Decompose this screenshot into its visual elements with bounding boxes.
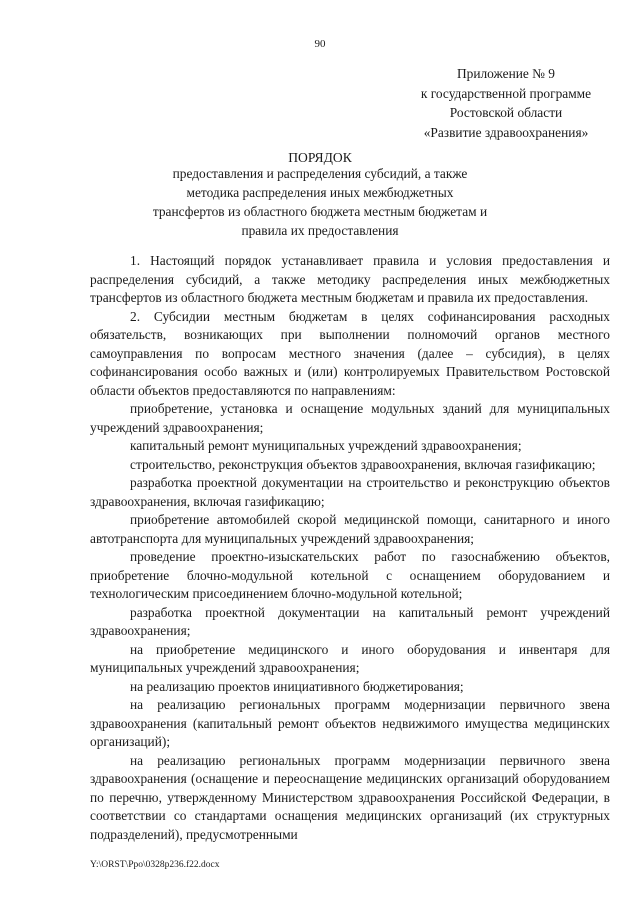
paragraph: разработка проектной документации на капитальный ремонт учреждений здравоохранения; bbox=[90, 604, 610, 638]
paragraph: на реализацию проектов инициативного бюджетирования; bbox=[130, 678, 464, 694]
paragraph: на реализацию региональных программ модернизации первичного звена здравоохранения (оснащение и переоснащение медицинских организаций оборудованием по перечню, утвержденному Министерством здравоохранения Российской Федерации, в соответствии со стандартами оснащения медицинских организаций (их структурных подразделений), предусмотренными bbox=[90, 752, 610, 842]
appendix-header bbox=[396, 64, 616, 142]
appendix-line: «Развитие здравоохранения» bbox=[423, 124, 589, 140]
page-number: 90 bbox=[314, 38, 326, 50]
paragraph: 2. Субсидии местным бюджетам в целях софинансирования расходных обязательств, возникающих при выполнении полномочий органов местного самоуправления по вопросам местного значения (далее – субсидия), в целях софинансирования особо важных и (или) контролируемых Правительством Ростовской области объектов предоставляются по направлениям: bbox=[90, 308, 610, 398]
paragraph: разработка проектной документации на строительство и реконструкцию объектов здравоохранения, включая газификацию; bbox=[90, 475, 610, 509]
paragraph: приобретение автомобилей скорой медицинской помощи, санитарного и иного автотранспорта для муниципальных учреждений здравоохранения; bbox=[90, 512, 610, 546]
paragraph: капитальный ремонт муниципальных учреждений здравоохранения; bbox=[130, 438, 522, 453]
document-body bbox=[90, 252, 610, 844]
paragraph: на приобретение медицинского и иного оборудования и инвентаря для муниципальных учреждений здравоохранения; bbox=[90, 641, 610, 675]
paragraph: строительство, реконструкция объектов здравоохранения, включая газификацию; bbox=[130, 456, 596, 472]
document-title: ПОРЯДОК bbox=[288, 150, 352, 165]
file-path-footer: Y:\ORST\Ppo\0328p236.f22.docx bbox=[90, 860, 220, 870]
appendix-line: к государственной программе bbox=[420, 85, 592, 101]
paragraph: проведение проектно-изыскательских работ по газоснабжению объектов, приобретение блочно-модульной котельной с оснащением оборудованием и технологическим присоединением блочно-модульной котельной; bbox=[90, 549, 610, 601]
document-subtitle: предоставления и распределения субсидий, а также методика распределения иных межбюджетных трансфертов из областного бюджета местным бюджетам и правила их предоставления bbox=[152, 166, 488, 238]
paragraph: приобретение, установка и оснащение модульных зданий для муниципальных учреждений здравоохранения; bbox=[90, 401, 610, 435]
appendix-line: Ростовской области bbox=[449, 105, 563, 120]
appendix-line: Приложение № 9 bbox=[456, 66, 556, 81]
paragraph: 1. Настоящий порядок устанавливает правила и условия предоставления и распределения субсидий, а также методику распределения иных межбюджетных трансфертов из областного бюджета местным бюджетам и правила их предоставления. bbox=[90, 253, 610, 305]
paragraph: на реализацию региональных программ модернизации первичного звена здравоохранения (капитальный ремонт объектов недвижимого имущества медицинских организаций); bbox=[90, 697, 610, 749]
